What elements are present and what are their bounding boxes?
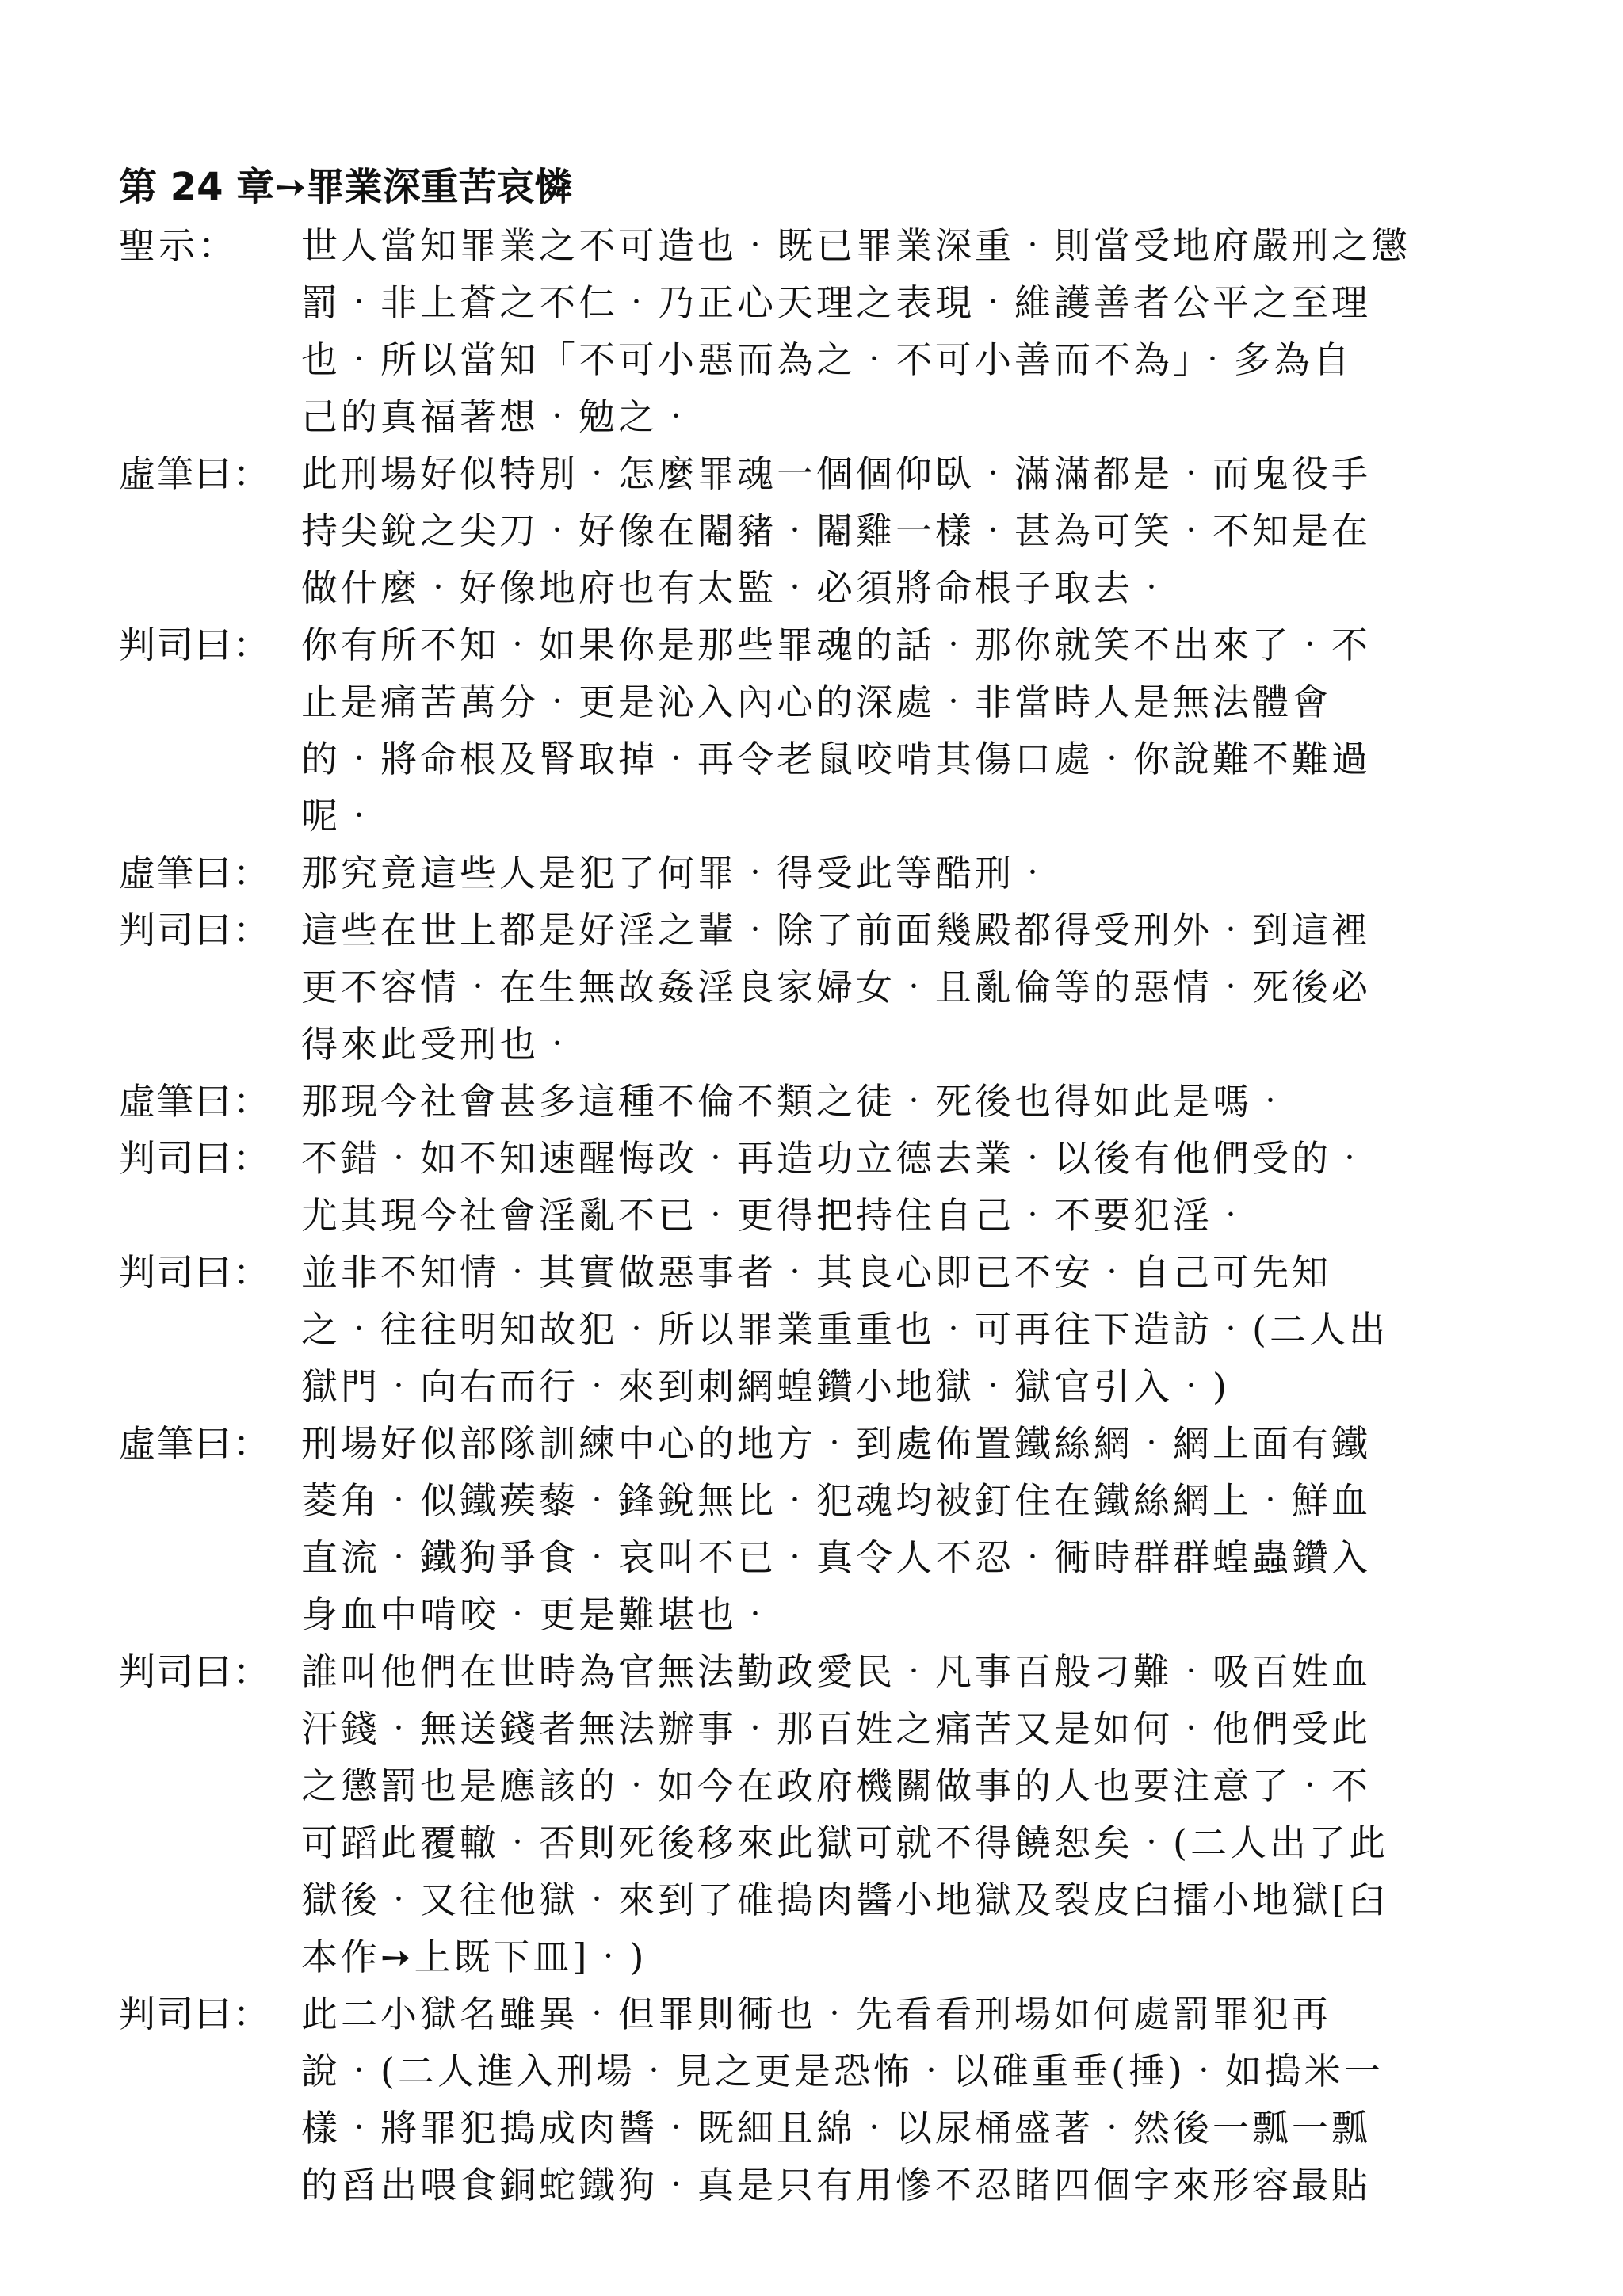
dialogue-entry [119, 1415, 1498, 1643]
text-line: 更不容情‧在生無故姦淫良家婦女‧且亂倫等的惡情‧死後必 [301, 966, 1371, 1009]
text-line: 己的真福著想‧勉之‧ [301, 395, 697, 438]
speaker-label: 虛筆曰： [119, 852, 271, 894]
text-line: 並非不知情‧其實做惡事者‧其良心即已不安‧自己可先知 [301, 1251, 1331, 1294]
text-line: 誰叫他們在世時為官無法勤政愛民‧凡事百般刁難‧吸百姓血 [301, 1650, 1371, 1693]
text-line: 這些在世上都是好淫之輩‧除了前面幾殿都得受刑外‧到這裡 [301, 909, 1371, 952]
text-line: 身血中啃咬‧更是難堪也‧ [301, 1593, 777, 1636]
speaker-label: 判司曰： [119, 909, 271, 952]
text-line: 呢‧ [301, 795, 380, 837]
dialogue-entry [119, 1643, 1498, 1985]
text-line: 也‧所以當知「不可小惡而為之‧不可小善而不為」‧多為自 [301, 338, 1353, 381]
text-line: 的‧將命根及腎取掉‧再令老鼠咬啃其傷口處‧你說難不難過 [301, 738, 1371, 780]
dialogue-body [119, 217, 1498, 2214]
dialogue-entry [119, 616, 1498, 845]
dialogue-entry [119, 217, 1498, 445]
text-line: 那究竟這些人是犯了何罪‧得受此等酷刑‧ [301, 852, 1054, 894]
dialogue-entry [119, 445, 1498, 616]
text-line: 那現今社會甚多這種不倫不類之徒‧死後也得如此是嗎‧ [301, 1080, 1292, 1123]
dialogue-entry [119, 1985, 1498, 2214]
text-line: 你有所不知‧如果你是那些罪魂的話‧那你就笑不出來了‧不 [301, 624, 1371, 666]
text-line: 尤其現今社會淫亂不已‧更得把持住自己‧不要犯淫‧ [301, 1194, 1252, 1237]
text-line: 刑場好似部隊訓練中心的地方‧到處佈置鐵絲網‧網上面有鐵 [301, 1422, 1371, 1465]
speech-text [301, 445, 1371, 616]
speech-text [301, 1130, 1371, 1244]
speech-text [301, 1415, 1371, 1643]
text-line: 止是痛苦萬分‧更是沁入內心的深處‧非當時人是無法體會 [301, 681, 1331, 723]
speaker-label: 判司曰： [119, 1993, 271, 2035]
dialogue-entry [119, 1073, 1498, 1130]
text-line: 直流‧鐵狗爭食‧哀叫不已‧真令人不忍‧衕時群群蝗蟲鑽入 [301, 1536, 1371, 1579]
speech-text [301, 616, 1371, 845]
text-line: 此刑場好似特別‧怎麼罪魂一個個仰臥‧滿滿都是‧而鬼役手 [301, 452, 1371, 495]
dialogue-entry [119, 902, 1498, 1073]
speaker-label: 虛筆曰： [119, 1080, 271, 1123]
text-line: 持尖銳之尖刀‧好像在閹豬‧閹雞一樣‧甚為可笑‧不知是在 [301, 509, 1371, 552]
text-line: 做什麼‧好像地府也有太監‧必須將命根子取去‧ [301, 566, 1173, 609]
speaker-label: 虛筆曰： [119, 452, 271, 495]
speech-text [301, 902, 1371, 1073]
text-line: 樣‧將罪犯搗成肉醬‧既細且綿‧以尿桶盛著‧然後一瓢一瓢 [301, 2107, 1371, 2149]
dialogue-entry [119, 1130, 1498, 1244]
text-line: 罰‧非上蒼之不仁‧乃正心天理之表現‧維護善者公平之至理 [301, 281, 1371, 324]
text-line: 得來此受刑也‧ [301, 1023, 579, 1066]
text-line: 此二小獄名雖異‧但罪則衕也‧先看看刑場如何處罰罪犯再 [301, 1993, 1331, 2035]
text-line: 不錯‧如不知速醒悔改‧再造功立德去業‧以後有他們受的‧ [301, 1137, 1371, 1180]
text-line: 本作➙上既下皿]‧) [301, 1936, 647, 1978]
text-line: 汗錢‧無送錢者無法辦事‧那百姓之痛苦又是如何‧他們受此 [301, 1707, 1371, 1750]
dialogue-entry [119, 1244, 1498, 1415]
speaker-label: 判司曰： [119, 1650, 271, 1693]
text-line: 的舀出喂食銅蛇鐵狗‧真是只有用慘不忍睹四個字來形容最貼 [301, 2164, 1371, 2206]
speaker-label: 聖示： [119, 224, 238, 267]
dialogue-entry [119, 845, 1498, 902]
speech-text [301, 845, 1054, 902]
speech-text [301, 1073, 1292, 1130]
speech-text [301, 1985, 1384, 2214]
chapter-title: 第 24 章➙罪業深重苦哀憐 [119, 165, 573, 209]
text-line: 獄後‧又往他獄‧來到了碓搗肉醬小地獄及裂皮臼擂小地獄[臼 [301, 1878, 1388, 1921]
text-line: 獄門‧向右而行‧來到刺網蝗鑽小地獄‧獄官引入‧) [301, 1365, 1230, 1408]
speech-text [301, 1643, 1388, 1985]
speaker-label: 判司曰： [119, 624, 271, 666]
speaker-label: 判司曰： [119, 1251, 271, 1294]
text-line: 之‧往往明知故犯‧所以罪業重重也‧可再往下造訪‧(二人出 [301, 1308, 1388, 1351]
text-line: 說‧(二人進入刑場‧見之更是恐怖‧以碓重垂(捶)‧如搗米一 [301, 2050, 1384, 2092]
speech-text [301, 217, 1411, 445]
speaker-label: 虛筆曰： [119, 1422, 271, 1465]
speaker-label: 判司曰： [119, 1137, 271, 1180]
text-line: 可蹈此覆轍‧否則死後移來此獄可就不得饒恕矣‧(二人出了此 [301, 1821, 1388, 1864]
text-line: 世人當知罪業之不可造也‧既已罪業深重‧則當受地府嚴刑之懲 [301, 224, 1411, 267]
text-line: 菱角‧似鐵蒺藜‧鋒銳無比‧犯魂均被釘住在鐵絲網上‧鮮血 [301, 1479, 1371, 1522]
text-line: 之懲罰也是應該的‧如今在政府機關做事的人也要注意了‧不 [301, 1764, 1371, 1807]
speech-text [301, 1244, 1388, 1415]
